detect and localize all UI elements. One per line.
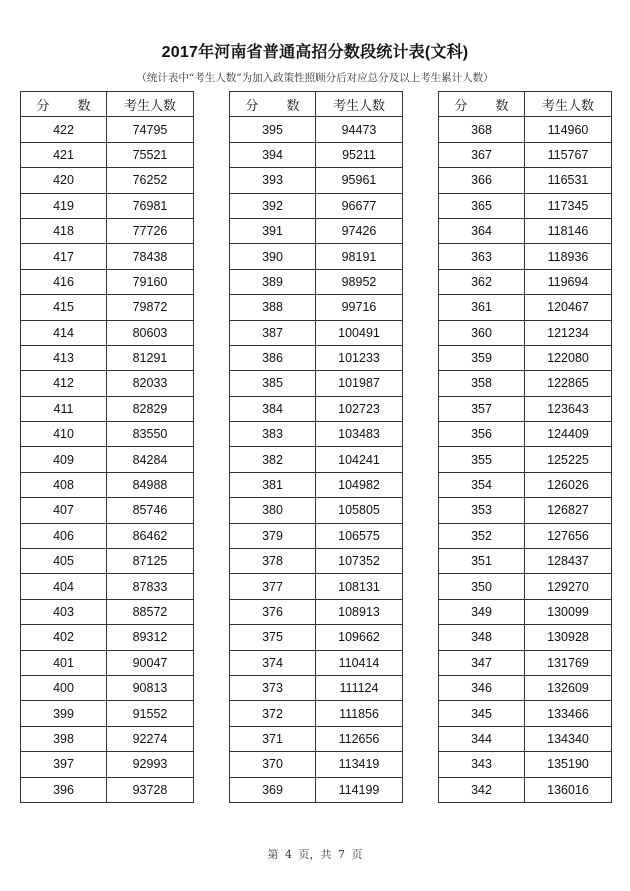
table-row [21,396,194,421]
score-cell: 342 [439,777,525,802]
score-cell: 383 [230,422,316,447]
count-cell: 126827 [525,498,612,523]
count-cell: 85746 [107,498,194,523]
count-cell: 114960 [525,117,612,142]
score-cell: 421 [21,142,107,167]
score-cell: 403 [21,599,107,624]
score-cell: 362 [439,269,525,294]
count-cell: 93728 [107,777,194,802]
count-cell: 124409 [525,422,612,447]
count-cell: 130928 [525,625,612,650]
count-cell: 103483 [316,422,403,447]
count-cell: 107352 [316,549,403,574]
count-cell: 96677 [316,193,403,218]
table-row [21,726,194,751]
score-cell: 410 [21,422,107,447]
score-cell: 356 [439,422,525,447]
table-row [439,117,612,142]
page-title: 2017年河南省普通高招分数段统计表(文科) [161,44,469,61]
table-row [439,168,612,193]
count-cell: 90813 [107,675,194,700]
score-cell: 378 [230,549,316,574]
score-cell: 400 [21,675,107,700]
table-row [21,422,194,447]
count-cell: 77726 [107,218,194,243]
count-cell: 75521 [107,142,194,167]
table-row [21,498,194,523]
count-cell: 114199 [316,777,403,802]
table-row [21,371,194,396]
count-cell: 108913 [316,599,403,624]
table-row [21,218,194,243]
count-cell: 136016 [525,777,612,802]
table-row [439,549,612,574]
count-cell: 101987 [316,371,403,396]
score-table-2 [229,91,403,803]
score-cell: 357 [439,396,525,421]
score-cell: 404 [21,574,107,599]
score-cell: 377 [230,574,316,599]
table-row [230,650,403,675]
score-cell: 386 [230,345,316,370]
header-row [21,92,194,117]
score-cell: 355 [439,447,525,472]
count-cell: 76981 [107,193,194,218]
table-row [21,472,194,497]
score-cell: 368 [439,117,525,142]
count-cell: 118146 [525,218,612,243]
score-cell: 345 [439,701,525,726]
score-cell: 395 [230,117,316,142]
count-cell: 112656 [316,726,403,751]
table-row [439,752,612,777]
table-row [230,675,403,700]
table-row [21,269,194,294]
score-cell: 380 [230,498,316,523]
count-cell: 94473 [316,117,403,142]
table-body [439,117,612,803]
score-cell: 405 [21,549,107,574]
score-cell: 376 [230,599,316,624]
score-cell: 385 [230,371,316,396]
score-cell: 365 [439,193,525,218]
score-cell: 402 [21,625,107,650]
table-row [21,117,194,142]
score-cell: 364 [439,218,525,243]
count-cell: 105805 [316,498,403,523]
count-cell: 121234 [525,320,612,345]
score-cell: 417 [21,244,107,269]
score-cell: 381 [230,472,316,497]
count-cell: 87125 [107,549,194,574]
score-cell: 389 [230,269,316,294]
score-table-1 [20,91,194,803]
count-column-header: 考生人数 [107,92,194,117]
count-cell: 135190 [525,752,612,777]
table-row [230,269,403,294]
score-cell: 394 [230,142,316,167]
count-cell: 98191 [316,244,403,269]
table-row [21,168,194,193]
score-cell: 350 [439,574,525,599]
table-row [439,574,612,599]
count-cell: 129270 [525,574,612,599]
count-cell: 100491 [316,320,403,345]
table-body [230,117,403,803]
count-cell: 91552 [107,701,194,726]
table-note: （统计表中“考生人数”为加入政策性照顾分后对应总分及以上考生累计人数） [136,72,494,84]
count-cell: 120467 [525,295,612,320]
count-cell: 130099 [525,599,612,624]
count-cell: 125225 [525,447,612,472]
count-cell: 95961 [316,168,403,193]
table-row [21,574,194,599]
table-row [21,142,194,167]
table-row [439,244,612,269]
score-cell: 348 [439,625,525,650]
table-row [21,549,194,574]
table-row [439,599,612,624]
score-cell: 371 [230,726,316,751]
count-cell: 132609 [525,675,612,700]
score-cell: 354 [439,472,525,497]
score-cell: 347 [439,650,525,675]
score-cell: 406 [21,523,107,548]
table-row [439,675,612,700]
score-cell: 373 [230,675,316,700]
count-cell: 115767 [525,142,612,167]
count-cell: 118936 [525,244,612,269]
table-row [230,472,403,497]
count-cell: 134340 [525,726,612,751]
count-cell: 89312 [107,625,194,650]
score-cell: 390 [230,244,316,269]
count-cell: 128437 [525,549,612,574]
table-row [230,218,403,243]
table-row [230,320,403,345]
count-cell: 79160 [107,269,194,294]
table-row [439,777,612,802]
table-row [21,320,194,345]
score-cell: 370 [230,752,316,777]
table-row [230,142,403,167]
table-row [230,549,403,574]
table-row [230,371,403,396]
count-cell: 104982 [316,472,403,497]
count-cell: 131769 [525,650,612,675]
table-row [230,168,403,193]
count-cell: 106575 [316,523,403,548]
table-row [230,599,403,624]
table-row [21,625,194,650]
header-row [439,92,612,117]
table-row [230,752,403,777]
score-cell: 415 [21,295,107,320]
score-column-header: 分 数 [439,92,525,117]
count-cell: 109662 [316,625,403,650]
score-cell: 382 [230,447,316,472]
count-cell: 86462 [107,523,194,548]
table-row [230,345,403,370]
score-cell: 396 [21,777,107,802]
table-row [230,777,403,802]
table-row [21,675,194,700]
score-cell: 379 [230,523,316,548]
table-row [439,371,612,396]
page-number: 第 4 页，共 7 页 [267,848,363,861]
score-cell: 366 [439,168,525,193]
table-row [21,345,194,370]
table-row [21,599,194,624]
score-cell: 398 [21,726,107,751]
score-table-3 [438,91,612,803]
score-cell: 375 [230,625,316,650]
score-cell: 412 [21,371,107,396]
count-cell: 97426 [316,218,403,243]
table-row [21,650,194,675]
table-row [21,701,194,726]
count-cell: 81291 [107,345,194,370]
count-cell: 80603 [107,320,194,345]
table-row [230,295,403,320]
table-row [21,193,194,218]
score-cell: 392 [230,193,316,218]
count-cell: 108131 [316,574,403,599]
table-row [230,244,403,269]
score-cell: 346 [439,675,525,700]
table-row [230,117,403,142]
table-row [439,726,612,751]
count-cell: 111124 [316,675,403,700]
count-cell: 88572 [107,599,194,624]
count-cell: 127656 [525,523,612,548]
score-cell: 397 [21,752,107,777]
count-cell: 133466 [525,701,612,726]
count-cell: 84988 [107,472,194,497]
count-cell: 92993 [107,752,194,777]
score-cell: 393 [230,168,316,193]
table-row [439,447,612,472]
count-cell: 104241 [316,447,403,472]
table-row [230,625,403,650]
table-row [439,218,612,243]
count-column-header: 考生人数 [525,92,612,117]
score-cell: 418 [21,218,107,243]
table-row [230,701,403,726]
score-cell: 369 [230,777,316,802]
score-column-header: 分 数 [21,92,107,117]
table-row [439,498,612,523]
count-cell: 83550 [107,422,194,447]
count-cell: 102723 [316,396,403,421]
table-row [21,295,194,320]
score-cell: 353 [439,498,525,523]
score-cell: 413 [21,345,107,370]
table-row [439,269,612,294]
score-cell: 411 [21,396,107,421]
score-cell: 361 [439,295,525,320]
table-row [21,777,194,802]
score-cell: 416 [21,269,107,294]
count-cell: 98952 [316,269,403,294]
score-cell: 391 [230,218,316,243]
count-cell: 126026 [525,472,612,497]
table-row [230,523,403,548]
table-row [230,422,403,447]
table-row [21,523,194,548]
score-cell: 409 [21,447,107,472]
count-cell: 84284 [107,447,194,472]
count-cell: 76252 [107,168,194,193]
score-cell: 419 [21,193,107,218]
score-cell: 384 [230,396,316,421]
table-row [439,650,612,675]
count-cell: 101233 [316,345,403,370]
table-row [21,244,194,269]
table-row [230,726,403,751]
score-cell: 399 [21,701,107,726]
score-cell: 352 [439,523,525,548]
score-cell: 414 [21,320,107,345]
table-row [230,498,403,523]
table-row [439,701,612,726]
count-cell: 113419 [316,752,403,777]
table-row [230,447,403,472]
score-cell: 349 [439,599,525,624]
score-cell: 367 [439,142,525,167]
count-cell: 82033 [107,371,194,396]
score-cell: 401 [21,650,107,675]
count-cell: 92274 [107,726,194,751]
table-row [439,142,612,167]
table-row [439,345,612,370]
table-row [439,295,612,320]
count-cell: 116531 [525,168,612,193]
table-row [230,574,403,599]
table-row [439,193,612,218]
score-cell: 387 [230,320,316,345]
count-cell: 119694 [525,269,612,294]
count-cell: 111856 [316,701,403,726]
score-cell: 388 [230,295,316,320]
count-cell: 87833 [107,574,194,599]
table-row [439,472,612,497]
score-cell: 360 [439,320,525,345]
count-cell: 110414 [316,650,403,675]
count-cell: 122865 [525,371,612,396]
score-cell: 372 [230,701,316,726]
score-cell: 363 [439,244,525,269]
count-cell: 79872 [107,295,194,320]
count-cell: 95211 [316,142,403,167]
score-cell: 420 [21,168,107,193]
table-row [439,625,612,650]
table-row [439,422,612,447]
score-cell: 343 [439,752,525,777]
count-cell: 123643 [525,396,612,421]
score-cell: 422 [21,117,107,142]
count-cell: 122080 [525,345,612,370]
table-row [21,447,194,472]
table-row [230,193,403,218]
table-row [439,396,612,421]
count-cell: 74795 [107,117,194,142]
score-cell: 408 [21,472,107,497]
table-body [21,117,194,803]
table-row [21,752,194,777]
header-row [230,92,403,117]
count-column-header: 考生人数 [316,92,403,117]
count-cell: 82829 [107,396,194,421]
count-cell: 90047 [107,650,194,675]
count-cell: 99716 [316,295,403,320]
score-cell: 351 [439,549,525,574]
score-cell: 359 [439,345,525,370]
count-cell: 117345 [525,193,612,218]
table-row [439,320,612,345]
score-cell: 407 [21,498,107,523]
table-row [230,396,403,421]
score-cell: 374 [230,650,316,675]
score-column-header: 分 数 [230,92,316,117]
score-cell: 358 [439,371,525,396]
score-cell: 344 [439,726,525,751]
table-row [439,523,612,548]
count-cell: 78438 [107,244,194,269]
